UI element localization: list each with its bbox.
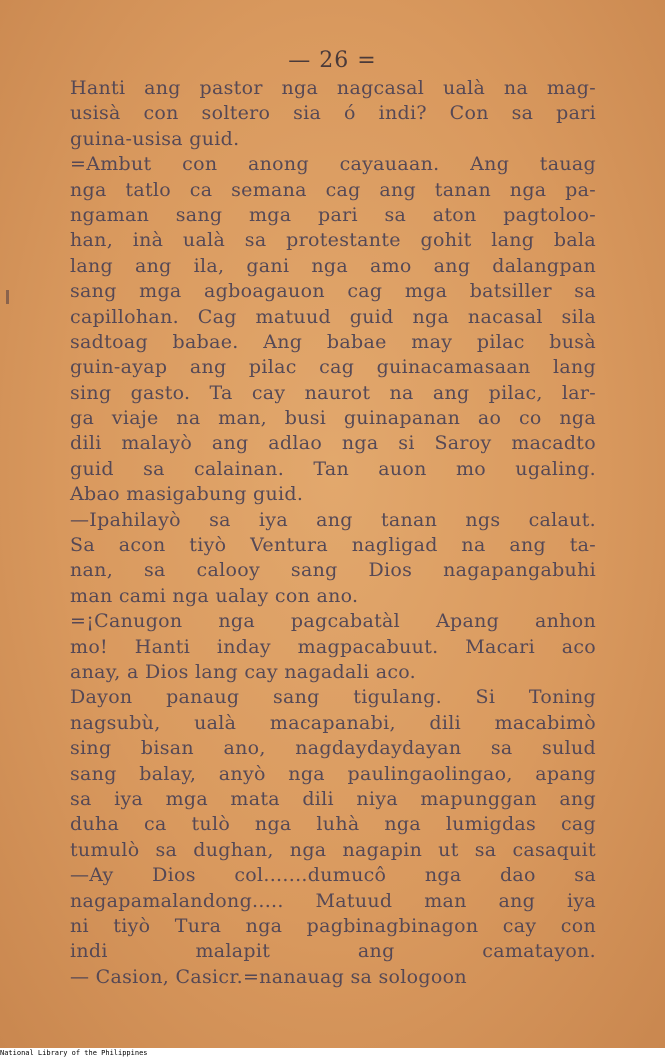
text-line: man cami nga ualay con ano. [70,584,359,607]
text-line: —Ay Dios col.......dumucô nga dao sa [70,864,596,887]
body-text [70,76,596,990]
text-line: Dayon panaug sang tigulang. Si Toning [70,686,596,709]
text-line: =Ambut con anong cayauaan. Ang tauag [70,153,596,176]
text-line: ngaman sang mga pari sa aton pagtoloo- [70,203,596,226]
text-line: — Casion, Casicr.=nanauag sa sologoon [70,965,467,988]
text-line: sing bisan ano, nagdaydaydayan sa sulud [70,737,596,760]
text-line: ga viaje na man, busi guinapanan ao co nga [70,407,596,430]
text-line: han, inà ualà sa protestante gohit lang bala [70,229,596,252]
text-line: guin-ayap ang pilac cag guinacamasaan lang [70,356,596,379]
text-line: guid sa calainan. Tan auon mo ugaling. [70,457,596,480]
text-line: guina-usisa guid. [70,127,240,150]
text-line: indi malapit ang camatayon. [70,940,596,963]
text-line: Hanti ang pastor nga nagcasal ualà na mag- [70,77,596,99]
text-line: nan, sa calooy sang Dios nagapangabuhi [70,559,596,582]
text-line: Sa acon tiyò Ventura nagligad na ang ta- [70,534,596,557]
text-line: duha ca tulò nga luhà nga lumigdas cag [70,813,596,836]
text-line: dili malayò ang adlao nga si Saroy macadto [70,432,596,455]
text-line: sadtoag babae. Ang babae may pilac busà [70,330,596,353]
text-line: lang ang ila, gani nga amo ang dalangpan [70,254,596,277]
text-line: sang mga agboagauon cag mga batsiller sa [70,280,596,303]
text-line: nga tatlo ca semana cag ang tanan nga pa- [70,178,596,201]
text-line: sa iya mga mata dili niya mapunggan ang [70,787,596,810]
text-line: —Ipahilayò sa iya ang tanan ngs calaut. [70,508,596,531]
text-line: ni tiyò Tura nga pagbinagbinagon cay con [70,914,596,937]
text-line: mo! Hanti inday magpacabuut. Macari aco [70,635,596,658]
library-credit: National Library of the Philippines [0,1049,148,1057]
text-line: nagsubù, ualà macapanabi, dili macabimò [70,711,596,734]
text-line: sing gasto. Ta cay naurot na ang pilac, lar- [70,381,596,404]
edge-mark [6,290,9,304]
page-number: — 26 = [288,48,377,73]
text-line: =¡Canugon nga pagcabatàl Apang anhon [70,610,596,633]
text-line: Abao masigabung guid. [70,483,304,506]
text-line: usisà con soltero sia ó indi? Con sa pari [70,102,596,125]
text-line: tumulò sa dughan, nga nagapin ut sa casaquit [70,838,596,861]
text-line: nagapamalandong..... Matuud man ang iya [70,889,596,912]
text-line: anay, a Dios lang cay nagadali aco. [70,660,417,683]
text-line: capillohan. Cag matuud guid nga nacasal sila [70,305,596,328]
text-line: sang balay, anyò nga paulingaolingao, apang [70,762,596,785]
